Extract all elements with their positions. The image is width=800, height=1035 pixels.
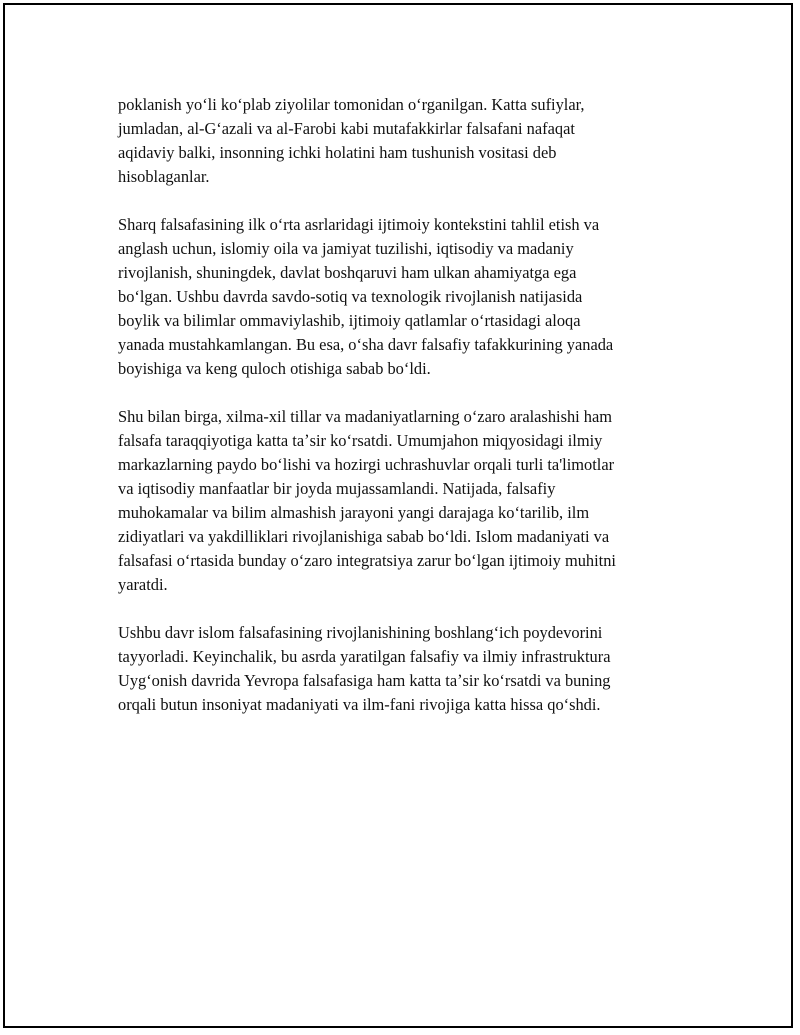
text-line: muhokamalar va bilim almashish jarayoni yangi darajaga koʻtarilib, ilm xyxy=(118,503,590,522)
text-line: zidiyatlari va yakdilliklari rivojlanishiga sabab boʻldi. Islom madaniyati va xyxy=(118,527,610,546)
paragraph-2 xyxy=(118,213,688,381)
text-line: anglash uchun, islomiy oila va jamiyat tuzilishi, iqtisodiy va madaniy xyxy=(118,239,574,258)
text-line: yanada mustahkamlangan. Bu esa, oʻsha davr falsafiy tafakkurining yanada xyxy=(118,335,614,354)
text-line: hisoblaganlar. xyxy=(118,167,210,186)
text-line: orqali butun insoniyat madaniyati va ilm-fani rivojiga katta hissa qoʻshdi. xyxy=(118,695,601,714)
text-line: poklanish yoʻli koʻplab ziyolilar tomonidan oʻrganilgan. Katta sufiylar, xyxy=(118,95,585,114)
text-line: falsafasi oʻrtasida bunday oʻzaro integratsiya zarur boʻlgan ijtimoiy muhitni xyxy=(118,551,616,570)
text-line: boylik va bilimlar ommaviylashib, ijtimoiy qatlamlar oʻrtasidagi aloqa xyxy=(118,311,581,330)
document-body xyxy=(118,93,688,741)
text-line: jumladan, al-Gʻazali va al-Farobi kabi mutafakkirlar falsafani nafaqat xyxy=(118,119,575,138)
text-line: va iqtisodiy manfaatlar bir joyda mujassamlandi. Natijada, falsafiy xyxy=(118,479,556,498)
text-line: aqidaviy balki, insonning ichki holatini ham tushunish vositasi deb xyxy=(118,143,557,162)
paragraph-3 xyxy=(118,405,688,597)
paragraph-4 xyxy=(118,621,688,717)
text-line: Sharq falsafasining ilk oʻrta asrlaridagi ijtimoiy kontekstini tahlil etish va xyxy=(118,215,600,234)
text-line: Uygʻonish davrida Yevropa falsafasiga ham katta taʼsir koʻrsatdi va buning xyxy=(118,671,611,690)
text-line: tayyorladi. Keyinchalik, bu asrda yaratilgan falsafiy va ilmiy infrastruktura xyxy=(118,647,611,666)
text-line: markazlarning paydo boʻlishi va hozirgi uchrashuvlar orqali turli ta'limotlar xyxy=(118,455,615,474)
text-line: Shu bilan birga, xilma-xil tillar va madaniyatlarning oʻzaro aralashishi ham xyxy=(118,407,613,426)
text-line: rivojlanish, shuningdek, davlat boshqaruvi ham ulkan ahamiyatga ega xyxy=(118,263,577,282)
paragraph-1 xyxy=(118,93,688,189)
text-line: boyishiga va keng quloch otishiga sabab boʻldi. xyxy=(118,359,431,378)
text-line: Ushbu davr islom falsafasining rivojlanishining boshlangʻich poydevorini xyxy=(118,623,603,642)
text-line: boʻlgan. Ushbu davrda savdo-sotiq va texnologik rivojlanish natijasida xyxy=(118,287,583,306)
text-line: yaratdi. xyxy=(118,575,168,594)
text-line: falsafa taraqqiyotiga katta taʼsir koʻrsatdi. Umumjahon miqyosidagi ilmiy xyxy=(118,431,603,450)
